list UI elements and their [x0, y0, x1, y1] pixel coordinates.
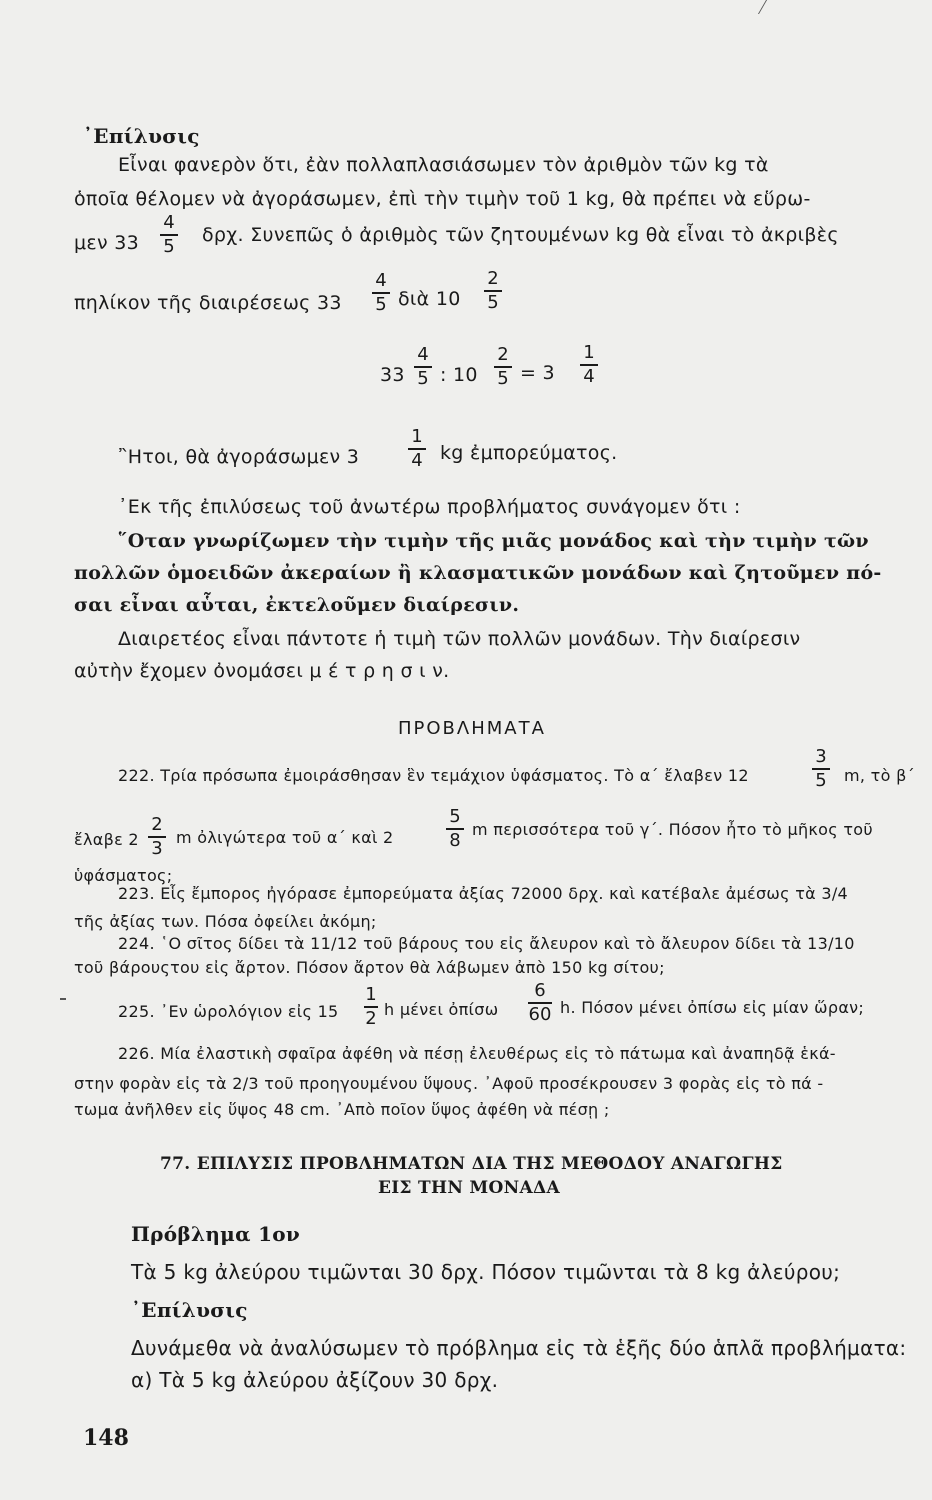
problem-222-line2-pre: ἔλαβε 2	[74, 830, 139, 849]
section-77-subtitle: ΕΙΣ ΤΗΝ ΜΟΝΑΔΑ	[378, 1178, 560, 1198]
problem-222-line1-end: m, τὸ β΄	[844, 766, 915, 785]
problem-226-line1: 226. Μία ἐλαστικὴ σφαῖρα ἀφέθη νὰ πέσῃ ἐλευθέρως εἰς τὸ πάτωμα καὶ ἀναπηδᾷ ἑκά-	[118, 1044, 836, 1063]
problem-225-mid: h μένει ὀπίσω	[384, 1000, 499, 1019]
fraction-2-3: 2 3	[148, 816, 166, 858]
fraction-3-5: 3 5	[812, 748, 830, 790]
problem-222-line2-post: m περισσότερα τοῦ γ΄. Πόσον ἦτο τὸ μῆκος τοῦ	[472, 820, 873, 839]
margin-mark	[60, 998, 66, 1000]
fraction-1-2: 1 2	[365, 984, 377, 1029]
fraction-1-4: 1 4	[580, 344, 598, 386]
problem-222-line2-mid: m ὀλιγώτερα τοῦ α΄ καὶ 2	[176, 828, 394, 847]
conclusion-line5: Διαιρετέος εἶναι πάντοτε ἡ τιμὴ τῶν πολλῶν μονάδων. Τὴν διαίρεσιν	[118, 628, 801, 650]
problem1-heading: Πρόβλημα 1ον	[131, 1222, 301, 1246]
fraction-4-5: 4 5	[414, 346, 432, 388]
equation-equals-3: = 3	[520, 362, 555, 384]
para1-line4-mid: διὰ 10	[398, 288, 461, 310]
scratch-mark	[738, 0, 767, 14]
problems-heading: ΠΡΟΒΛΗΜΑΤΑ	[398, 718, 546, 739]
para1-line2: ὁποῖα θέλομεν νὰ ἀγοράσωμεν, ἐπὶ τὴν τιμὴν τοῦ 1 kg, θὰ πρέπει νὰ εὕρω-	[74, 188, 811, 210]
problem-225-post: h. Πόσον μένει ὀπίσω εἰς μίαν ὥραν;	[560, 998, 865, 1017]
problem1-solution-line1: Δυνάμεθα νὰ ἀναλύσωμεν τὸ πρόβλημα εἰς τὰ ἑξῆς δύο ἁπλᾶ προβλήματα:	[131, 1336, 907, 1360]
problem-225-pre: 225. ᾽Εν ὡρολόγιον εἰς 15	[118, 1002, 339, 1021]
problem-223-line1: 223. Εἷς ἔμπορος ἠγόρασε ἐμπορεύματα ἀξίας 72000 δρχ. καὶ κατέβαλε ἀμέσως τὰ 3/4	[118, 884, 849, 903]
rule-line1: ῞Οταν γνωρίζωμεν τὴν τιμὴν τῆς μιᾶς μονάδος καὶ τὴν τιμὴν τῶν	[118, 530, 869, 552]
problem1-solution-heading: ᾽Επίλυσις	[131, 1298, 248, 1322]
problem-222-line1: 222. Τρία πρόσωπα ἐμοιράσθησαν ἓν τεμάχιον ὑφάσματος. Τὸ α΄ ἔλαβεν 12	[118, 766, 749, 785]
solution-heading: ᾽Επίλυσις	[83, 124, 200, 148]
equation-33: 33	[380, 364, 405, 386]
problem-222-line3: ὑφάσματος;	[74, 866, 173, 885]
rule-line2: πολλῶν ὁμοειδῶν ἀκεραίων ἢ κλασματικῶν μονάδων καὶ ζητοῦμεν πό-	[74, 562, 882, 584]
answer1-pre: ῍Ητοι, θὰ ἀγοράσωμεν 3	[118, 446, 360, 468]
problem-223-line2: τῆς ἀξίας των. Πόσα ὀφείλει ἀκόμη;	[74, 912, 377, 931]
problem-224-line1: 224. ῾Ο σῖτος δίδει τὰ 11/12 τοῦ βάρους του εἰς ἄλευρον καὶ τὸ ἄλευρον δίδει τὰ 13/10	[118, 934, 855, 953]
fraction-4-5: 4 5	[160, 214, 178, 256]
conclusion-line6: αὐτὴν ἔχομεν ὀνομάσει μ έ τ ρ η σ ι ν.	[74, 660, 450, 682]
para1-line4-pre: πηλίκον τῆς διαιρέσεως 33	[74, 292, 342, 314]
problem-226-line2: στην φορὰν εἰς τὰ 2/3 τοῦ προηγουμένου ὕψους. ᾽Αφοῦ προσέκρουσεν 3 φορὰς εἰς τὸ πά -	[74, 1074, 824, 1093]
equation-colon-10: : 10	[440, 364, 478, 386]
para1-line3-pre: μεν 33	[74, 232, 139, 254]
show-through-text	[660, 110, 920, 1270]
page-number: 148	[83, 1425, 129, 1451]
fraction-2-5: 2 5	[484, 270, 502, 312]
para1-line3-post: δρχ. Συνεπῶς ὁ ἀριθμὸς τῶν ζητουμένων kg θὰ εἶναι τὸ ἀκριβὲς	[202, 224, 839, 246]
fraction-5-8: 5 8	[446, 808, 464, 850]
rule-line3: σαι εἶναι αὗται, ἐκτελοῦμεν διαίρεσιν.	[74, 594, 520, 616]
problem1-text: Τὰ 5 kg ἀλεύρου τιμῶνται 30 δρχ. Πόσον τιμῶνται τὰ 8 kg ἀλεύρου;	[131, 1260, 841, 1284]
problem1-solution-line2: α) Τὰ 5 kg ἀλεύρου ἀξίζουν 30 δρχ.	[131, 1368, 499, 1392]
answer1-post: kg ἐμπορεύματος.	[440, 442, 618, 464]
conclusion-line1: ᾽Εκ τῆς ἐπιλύσεως τοῦ ἀνωτέρω προβλήματος συνάγομεν ὅτι :	[118, 496, 741, 518]
fraction-2-5: 2 5	[494, 346, 512, 388]
para1-line1: Εἶναι φανερὸν ὅτι, ἐὰν πολλαπλασιάσωμεν τὸν ἀριθμὸν τῶν kg τὰ	[118, 154, 769, 176]
section-77-title: 77. ΕΠΙΛΥΣΙΣ ΠΡΟΒΛΗΜΑΤΩΝ ΔΙΑ ΤΗΣ ΜΕΘΟΔΟΥ ΑΝΑΓΩΓΗΣ	[160, 1154, 783, 1174]
fraction-1-4: 1 4	[408, 428, 426, 470]
problem-226-line3: τωμα ἀνῆλθεν εἰς ὕψος 48 cm. ᾽Απὸ ποῖον ὕψος ἀφέθη νὰ πέσῃ ;	[74, 1100, 610, 1119]
problem-224-line2: τοῦ βάρουςτου εἰς ἄρτον. Πόσον ἄρτον θὰ λάβωμεν ἀπὸ 150 kg σίτου;	[74, 958, 665, 977]
fraction-4-5: 4 5	[372, 272, 390, 314]
fraction-6-60: 6 60	[528, 980, 552, 1025]
